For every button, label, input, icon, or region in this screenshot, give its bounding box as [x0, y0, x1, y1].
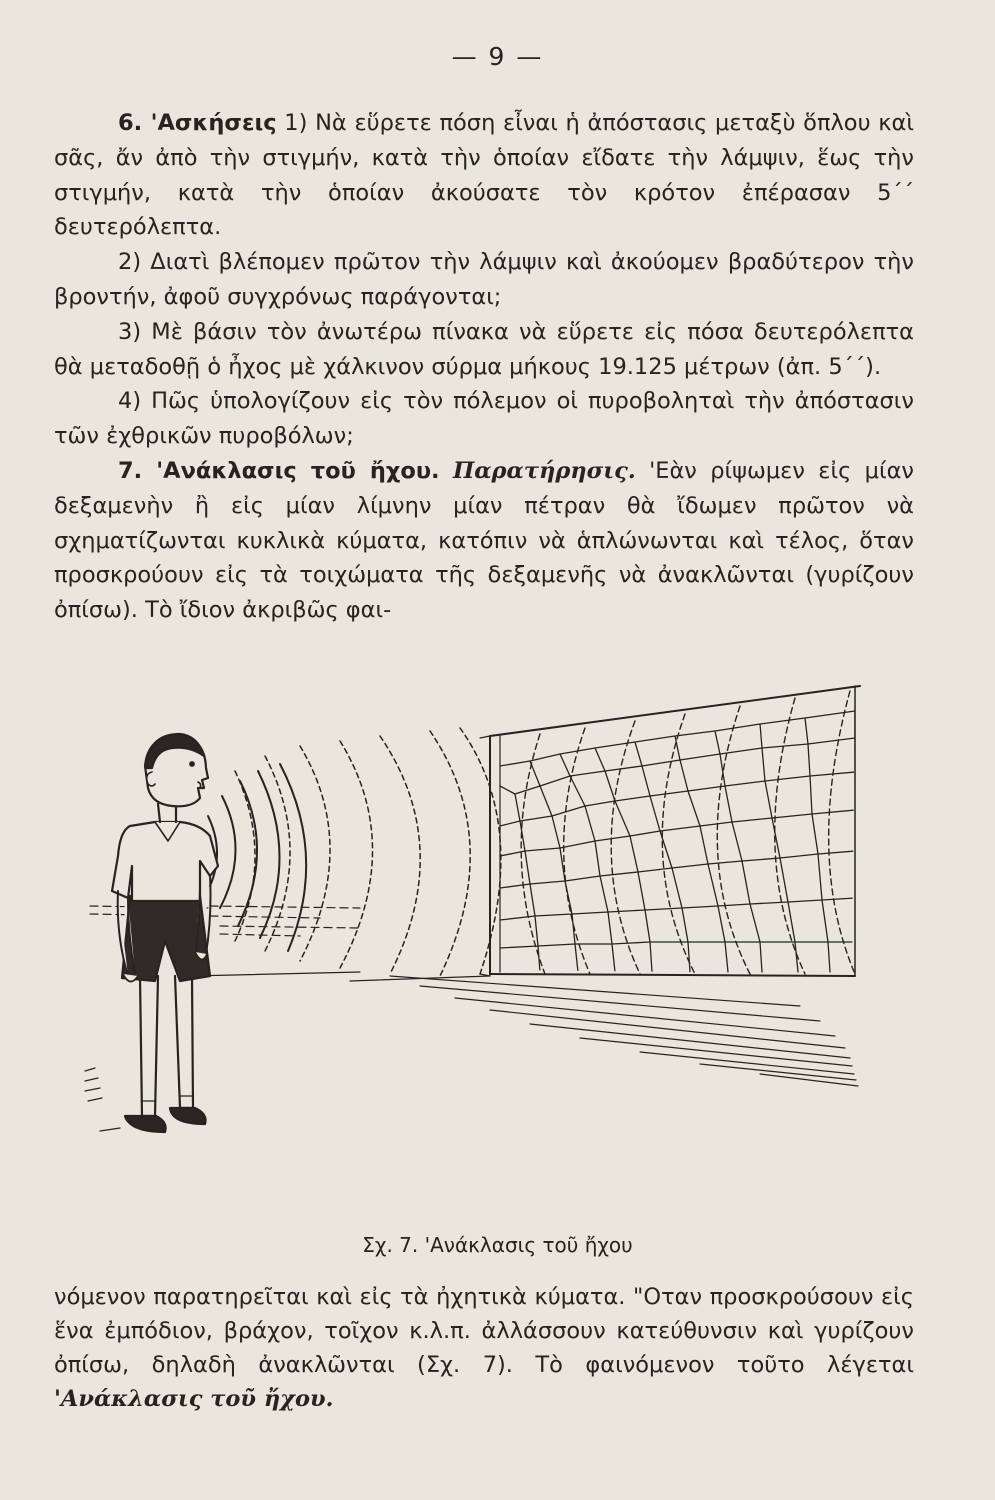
- boy-figure: [112, 734, 218, 1132]
- exercise-1: [54, 106, 914, 245]
- continuation-paragraph: [54, 1280, 914, 1416]
- exercise-3: 3) Μὲ βάσιν τὸν ἀνωτέρω πίνακα νὰ εὕρετε εἰς πόσα δευτερόλεπτα θὰ μεταδοθῇ ὁ ἦχος μὲ χάλκινον σύρμα μήκους 19.125 μέτρων (ἀπ. 5΄΄).: [54, 318, 914, 380]
- page-number: — 9 —: [451, 42, 544, 71]
- section-7-heading: 7. 'Ανάκλασις τοῦ ἤχου.: [118, 457, 440, 484]
- echo-illustration: [60, 676, 880, 1216]
- echo-term: 'Ανάκλασις τοῦ ἤχου.: [54, 1386, 334, 1412]
- section-7-paragraph: [54, 454, 914, 628]
- continuation-block: [54, 1280, 914, 1416]
- arriving-sound-waves: [235, 728, 501, 976]
- continuation-text: νόμενον παρατηρεῖται καὶ εἰς τὰ ἠχητικὰ κύματα. "Οταν προσκρούσουν εἰς ἕνα ἐμπόδιον, βράχον, τοῖχον κ.λ.π. ἀλλάσσουν κατεύθυνσιν καὶ γυρίζουν ὀπίσω, δηλαδὴ ἀνακλῶνται (Σχ. 7). Τὸ φαινόμενον τοῦτο λέγεται: [54, 1284, 914, 1378]
- emitted-sound-waves: [208, 764, 306, 951]
- exercise-2: 2) Διατὶ βλέπομεν πρῶτον τὴν λάμψιν καὶ ἀκούομεν βραδύτερον τὴν βροντήν, ἀφοῦ συγχρόνως παράγονται;: [54, 249, 914, 310]
- exercise-1-text: 1) Νὰ εὕρετε πόση εἶναι ἡ ἀπόστασις μεταξὺ ὅπλου καὶ σᾶς, ἄν ἀπὸ τὴν στιγμήν, κατὰ τὴν ὁποίαν εἴδατε τὴν λάμψιν, ἕως τὴν στιγμήν, κατὰ τὴν ὁποίαν ἀκούσατε τὸν κρότον ἐπέρασαν 5΄΄ δευτερόλεπτα.: [54, 110, 914, 241]
- reflected-sound-waves: [521, 691, 855, 974]
- ground-marks: [85, 1068, 120, 1131]
- section-7-text: 'Εὰν ρίψωμεν εἰς μίαν δεξαμενὴν ἢ εἰς μίαν λίμνην μίαν πέτραν θὰ ἴδωμεν πρῶτον νὰ σχηματίζωνται κυκλικὰ κύματα, κατόπιν νὰ ἁπλώνωνται καὶ τέλος, ὅταν προσκρούουν εἰς τὰ τοιχώματα τῆς δεξαμενῆς νὰ ἀνακλῶνται (γυρίζουν ὀπίσω). Τὸ ἴδιον ἀκριβῶς φαι-: [54, 457, 915, 624]
- exercise-4: 4) Πῶς ὑπολογίζουν εἰς τὸν πόλεμον οἱ πυροβοληταὶ τὴν ἀπόστασιν τῶν ἐχθρικῶν πυροβόλων;: [54, 388, 914, 450]
- figure-caption: Σχ. 7. 'Ανάκλασις τοῦ ἤχου: [362, 1233, 633, 1257]
- observation-label: Παρατήρησις.: [452, 457, 636, 484]
- exercises-heading: 6. 'Ασκήσεις: [118, 110, 277, 136]
- exercises-block: [54, 106, 914, 628]
- ground-shadow: [190, 972, 858, 1086]
